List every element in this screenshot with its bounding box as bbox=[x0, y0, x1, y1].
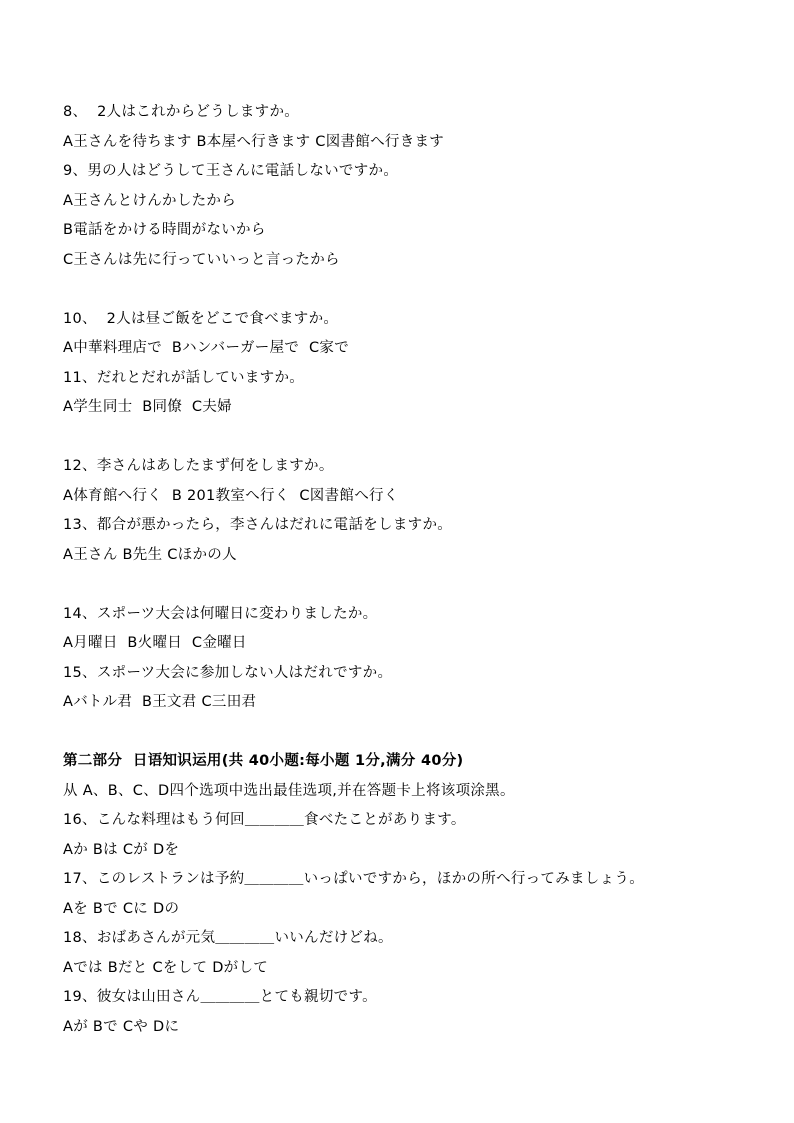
question-block-8-9 bbox=[63, 98, 763, 275]
question-18: 18、おばあさんが元気＿＿＿＿いいんだけどね。 bbox=[63, 930, 393, 946]
question-13-options: A王さん B先生 Cほかの人 bbox=[63, 546, 237, 563]
question-12: 12、李さんはあしたまず何をしますか。 bbox=[63, 458, 334, 474]
question-19: 19、彼女は山田さん＿＿＿＿とても親切です。 bbox=[63, 989, 377, 1005]
question-17: 17、このレストランは予約＿＿＿＿いっぱいですから，ほかの所へ行ってみましょう。 bbox=[63, 871, 645, 887]
document-page bbox=[63, 98, 763, 1042]
section-2 bbox=[63, 747, 763, 1042]
question-block-12-13 bbox=[63, 452, 763, 570]
question-11-options: A学生同士 B同僚 C夫婦 bbox=[63, 399, 232, 415]
question-9: 9、男の人はどうして王さんに電話しないですか。 bbox=[63, 163, 399, 179]
question-10-options: A中華料理店で Bハンバーガー屋で C家で bbox=[63, 340, 350, 356]
question-19-options: Aが Bで Cや Dに bbox=[63, 1018, 180, 1035]
question-9-option-c: C王さんは先に行っていいっと言ったから bbox=[63, 251, 340, 268]
question-block-14-15 bbox=[63, 600, 763, 718]
question-8: 8、 2人はこれからどうしますか。 bbox=[63, 104, 300, 120]
question-16: 16、こんな料理はもう何回＿＿＿＿食べたことがあります。 bbox=[63, 812, 466, 828]
spacer bbox=[63, 570, 763, 600]
spacer bbox=[63, 275, 763, 305]
question-11: 11、だれとだれが話していますか。 bbox=[63, 369, 305, 386]
spacer bbox=[63, 718, 763, 748]
question-9-option-b: B電話をかける時間がないから bbox=[63, 222, 266, 238]
question-14: 14、スポーツ大会は何曜日に変わりましたか。 bbox=[63, 605, 378, 622]
section-heading: 第二部分 日语知识运用(共 40小题:每小题 1分,满分 40分) bbox=[63, 753, 464, 769]
question-17-options: Aを Bで Cに Dの bbox=[63, 900, 180, 917]
question-block-10-11 bbox=[63, 305, 763, 423]
question-9-option-a: A王さんとけんかしたから bbox=[63, 192, 237, 209]
question-15-options: Aバトル君 B王文君 C三田君 bbox=[63, 694, 257, 710]
question-12-options: A体育館へ行く B 201教室へ行く C図書館へ行く bbox=[63, 487, 399, 504]
question-16-options: Aか Bは Cが Dを bbox=[63, 841, 180, 858]
question-15: 15、スポーツ大会に参加しない人はだれですか。 bbox=[63, 664, 393, 681]
question-13: 13、都合が悪かったら，李さんはだれに電話をしますか。 bbox=[63, 517, 453, 533]
question-8-options: A王さんを待ちます B本屋へ行きます C図書館へ行きます bbox=[63, 133, 445, 150]
question-14-options: A月曜日 B火曜日 C金曜日 bbox=[63, 635, 247, 651]
section-instruction: 从 A、B、C、D四个选项中选出最佳选项,并在答题卡上将该项涂黑。 bbox=[63, 782, 515, 799]
spacer bbox=[63, 423, 763, 453]
question-18-options: Aでは Bだと Cをして Dがして bbox=[63, 959, 269, 976]
question-10: 10、 2人は昼ご飯をどこで食べますか。 bbox=[63, 310, 339, 327]
